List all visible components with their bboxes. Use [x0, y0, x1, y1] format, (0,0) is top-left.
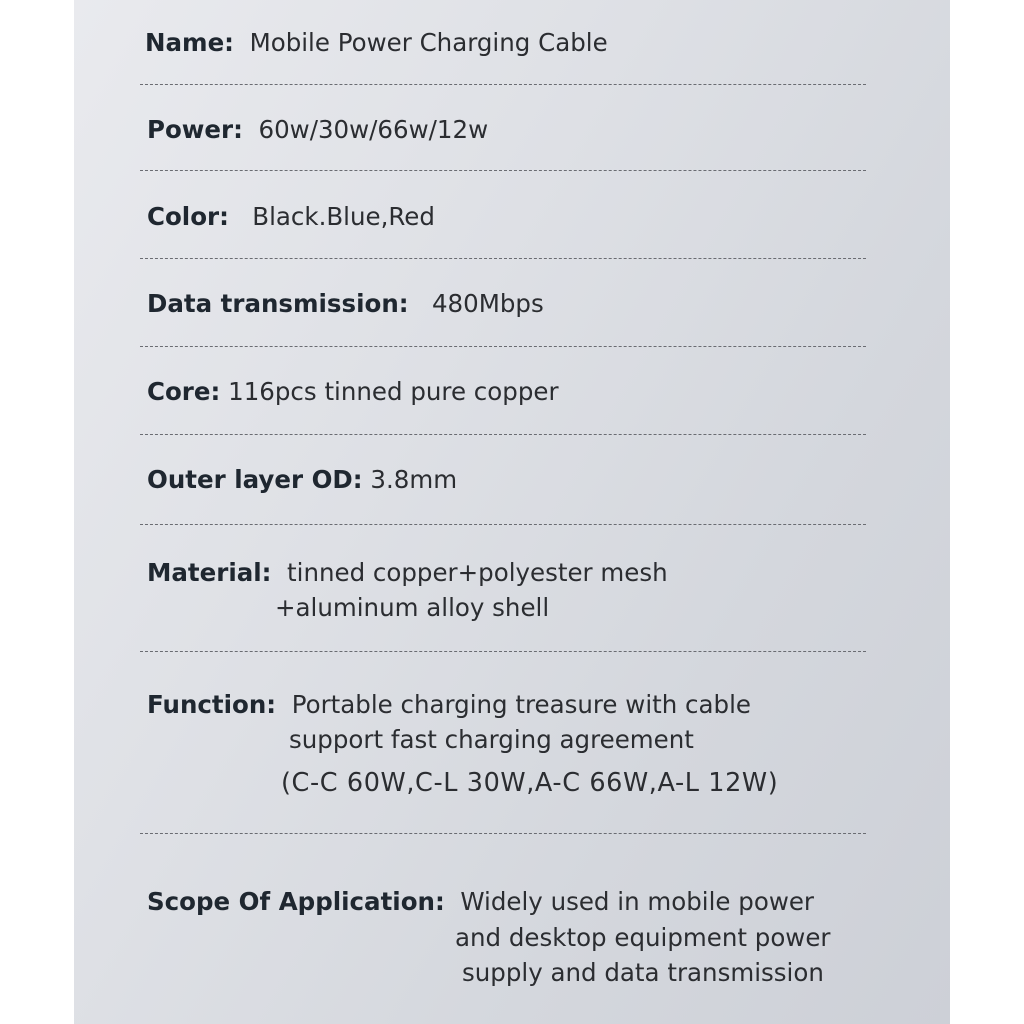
spec-core-label: Core:	[147, 377, 221, 406]
spec-name-value: Mobile Power Charging Cable	[249, 28, 608, 57]
spec-scope-row	[147, 884, 814, 919]
divider	[140, 84, 866, 85]
spec-data-row	[147, 286, 544, 321]
divider	[140, 651, 866, 652]
spec-function-line1: Portable charging treasure with cable	[291, 690, 751, 719]
spec-data-value: 480Mbps	[431, 289, 544, 318]
spec-material-line2: +aluminum alloy shell	[275, 593, 550, 622]
spec-outer-value: 3.8mm	[370, 465, 458, 494]
spec-color-value: Black.Blue,Red	[252, 202, 435, 231]
spec-function-line3: (C-C 60W,C-L 30W,A-C 66W,A-L 12W)	[281, 768, 779, 798]
spec-core-row	[147, 374, 559, 409]
spec-function-row	[147, 687, 751, 722]
spec-outer-row	[147, 462, 457, 497]
spec-material-row	[147, 555, 668, 590]
spec-scope-label: Scope Of Application:	[147, 887, 445, 916]
spec-color-label: Color:	[147, 202, 229, 231]
spec-color-row	[147, 199, 435, 234]
divider	[140, 524, 866, 525]
spec-power-label: Power:	[147, 115, 243, 144]
spec-core-value: 116pcs tinned pure copper	[228, 377, 559, 406]
spec-material-label: Material:	[147, 558, 272, 587]
spec-function-label: Function:	[147, 690, 277, 719]
spec-data-label: Data transmission:	[147, 289, 409, 318]
spec-scope-line1: Widely used in mobile power	[460, 887, 815, 916]
spec-name-label: Name:	[145, 28, 234, 57]
spec-scope-line3: supply and data transmission	[462, 958, 824, 987]
spec-panel	[74, 0, 950, 1024]
spec-scope-line2: and desktop equipment power	[455, 923, 831, 952]
spec-function-line2: support fast charging agreement	[289, 725, 694, 754]
divider	[140, 170, 866, 171]
divider	[140, 258, 866, 259]
spec-outer-label: Outer layer OD:	[147, 465, 363, 494]
divider	[140, 833, 866, 834]
spec-power-value: 60w/30w/66w/12w	[258, 115, 489, 144]
divider	[140, 346, 866, 347]
divider	[140, 434, 866, 435]
spec-power-row	[147, 112, 488, 147]
spec-name-row	[145, 25, 608, 60]
spec-material-line1: tinned copper+polyester mesh	[287, 558, 668, 587]
